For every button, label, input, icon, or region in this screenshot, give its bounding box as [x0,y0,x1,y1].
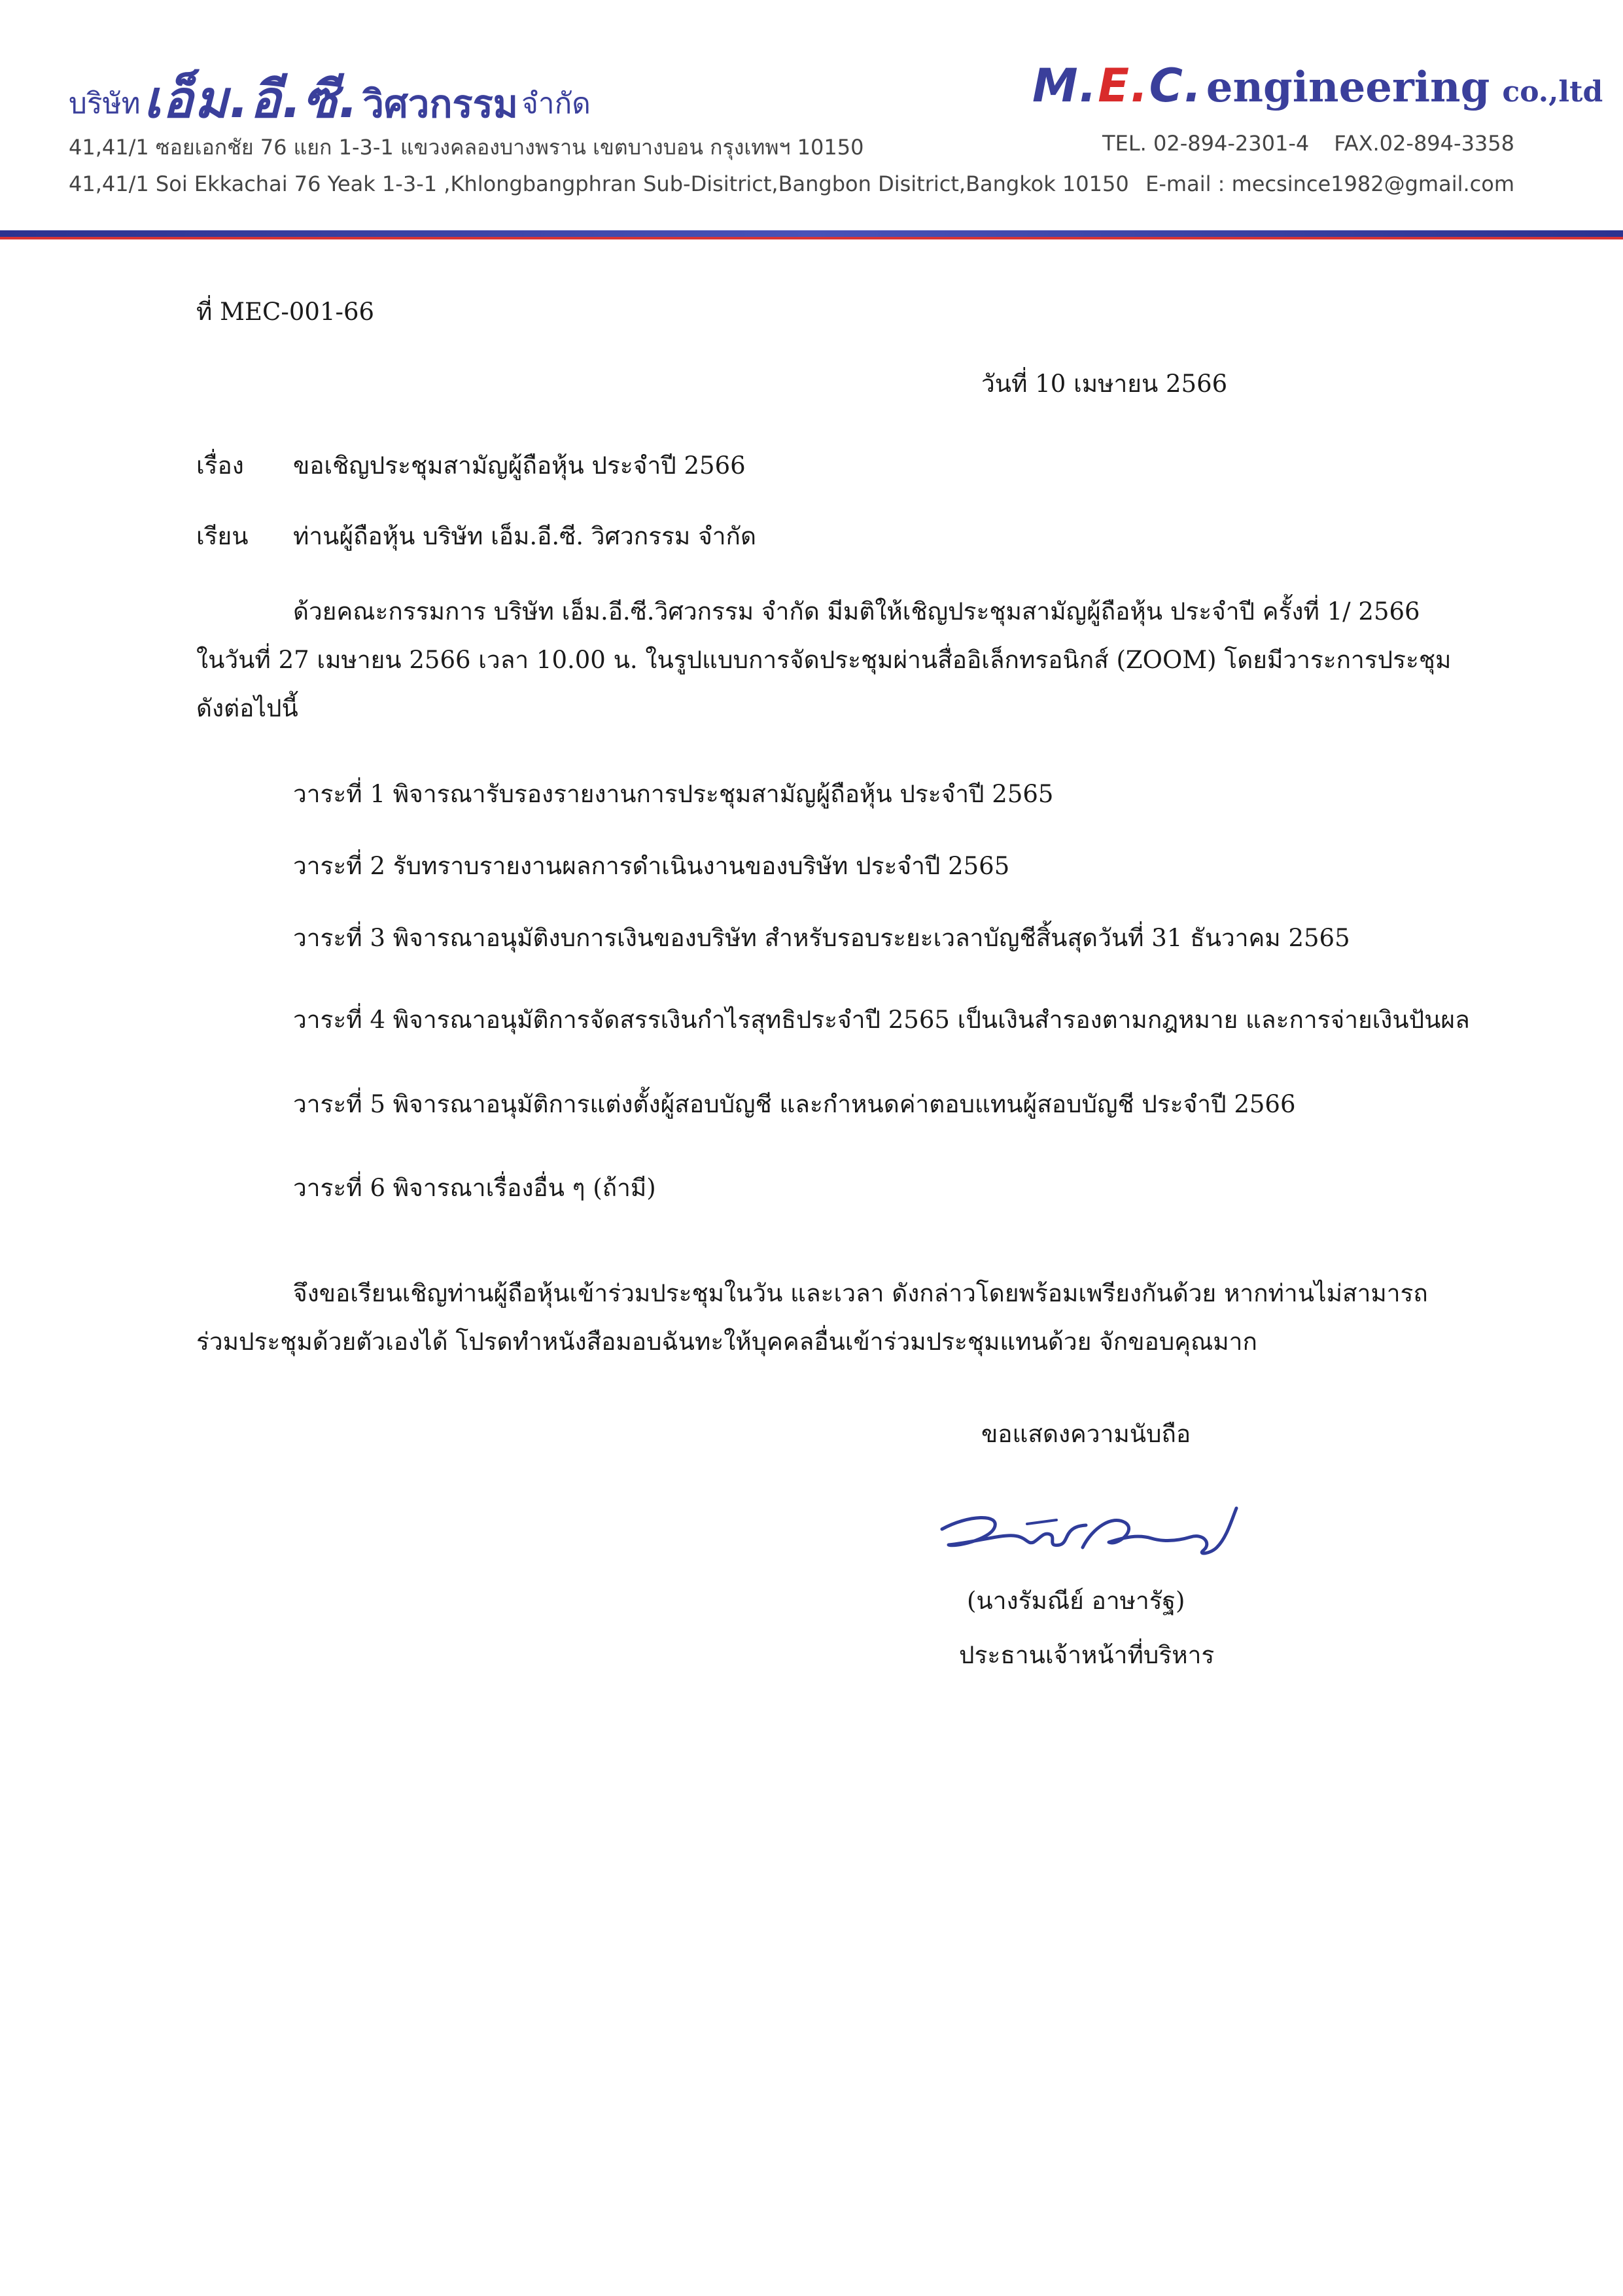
address-english: 41,41/1 Soi Ekkachai 76 Yeak 1-3-1 ,Khlongbangphran Sub-Disitrict,Bangbon Disitrict,Bangkok 10150 [69,171,1129,196]
agenda-item-6: วาระที่ 6 พิจารณาเรื่องอื่น ๆ (ถ้ามี) [293,1174,656,1202]
brand-initials: M.E.C. [1032,59,1203,113]
recipient-text: ท่านผู้ถือหุ้น บริษัท เอ็ม.อี.ซี. วิศวกรรม จำกัด [293,522,756,550]
intro-text: ด้วยคณะกรรมการ บริษัท เอ็ม.อี.ซี.วิศวกรรม จำกัด มีมติให้เชิญประชุมสามัญผู้ถือหุ้น ประจำปี ครั้งที่ 1/ 2566 ในวันที่ 27 เมษายน 2566 เวลา 10.00 น. ในรูปแบบการจัดประชุมผ่านสื่ออิเล็กทรอนิกส์ (ZOOM) โดยมีวาระการประชุม ดังต่อไปนี้ [196,597,1452,722]
brand-company-suffix: co.,ltd [1502,75,1603,109]
company-suffix-th: วิศวกรรม [362,82,518,126]
company-logo-en [1032,59,1603,113]
agenda-item-3: วาระที่ 3 พิจารณาอนุมัติงบการเงินของบริษัท สำหรับรอบระยะเวลาบัญชีสิ้นสุดวันที่ 31 ธันวาคม 2565 [293,924,1350,952]
phone-number: TEL. 02-894-2301-4 [1102,131,1310,156]
fax-number: FAX.02-894-3358 [1334,131,1514,156]
reference-number: ที่ MEC-001-66 [196,298,375,326]
agenda-item-1: วาระที่ 1 พิจารณารับรองรายงานการประชุมสามัญผู้ถือหุ้น ประจำปี 2565 [293,780,1054,808]
signature-icon [929,1482,1243,1567]
letter-date: วันที่ 10 เมษายน 2566 [981,370,1228,398]
recipient-label: เรียน [196,522,249,550]
subject-label: เรื่อง [196,451,244,480]
request-text: จึงขอเรียนเชิญท่านผู้ถือหุ้นเข้าร่วมประชุมในวัน และเวลา ดังกล่าวโดยพร้อมเพรียงกันด้วย หากท่านไม่สามารถร่วมประชุมด้วยตัวเองได้ โปรดทำหนังสือมอบฉันทะให้บุคคลอื่นเข้าร่วมประชุมแทนด้วย จักขอบคุณมาก [196,1279,1428,1356]
brand-engineering: engineering [1206,63,1490,112]
letterhead-divider [0,230,1623,241]
agenda-item-5: วาระที่ 5 พิจารณาอนุมัติการแต่งตั้งผู้สอบบัญชี และกำหนดค่าตอบแทนผู้สอบบัญชี ประจำปี 2566 [293,1090,1296,1118]
phone-fax [1102,131,1514,156]
intro-paragraph [196,588,1452,733]
closing-phrase: ขอแสดงความนับถือ [981,1420,1191,1448]
agenda-item-4: วาระที่ 4 พิจารณาอนุมัติการจัดสรรเงินกำไรสุทธิประจำปี 2565 เป็นเงินสำรองตามกฎหมาย และการจ่ายเงินปันผล [293,1006,1470,1034]
company-prefix-th: บริษัท [69,87,141,120]
company-abbrev-th: เอ็ม.อี.ซี. [143,71,360,130]
email-address: E-mail : mecsince1982@gmail.com [1145,171,1514,196]
agenda-item-2: วาระที่ 2 รับทราบรายงานผลการดำเนินงานของบริษัท ประจำปี 2565 [293,852,1010,880]
address-thai: 41,41/1 ซอยเอกชัย 76 แยก 1-3-1 แขวงคลองบางพราน เขตบางบอน กรุงเทพฯ 10150 [69,135,864,160]
subject-text: ขอเชิญประชุมสามัญผู้ถือหุ้น ประจำปี 2566 [293,451,746,480]
signer-name: (นางรัมณีย์ อาษารัฐ) [967,1587,1185,1615]
signer-title: ประธานเจ้าหน้าที่บริหาร [959,1641,1215,1669]
request-paragraph [196,1269,1452,1366]
company-name-thai [69,59,591,140]
company-type-th: จำกัด [521,87,591,120]
